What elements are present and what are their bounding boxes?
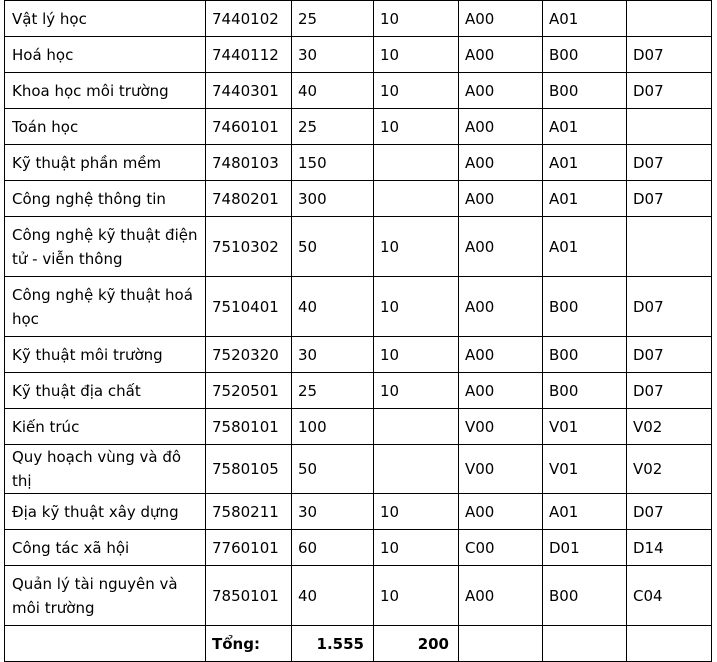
major-code-cell: 7520320: [206, 337, 292, 373]
major-name-cell: Kỹ thuật phần mềm: [5, 145, 206, 181]
major-code-cell: 7440112: [206, 37, 292, 73]
subject-combo-2-cell: B00: [543, 37, 627, 73]
subject-combo-3-cell: D07: [627, 181, 712, 217]
major-code-cell: 7480103: [206, 145, 292, 181]
subject-combo-3-cell: V02: [627, 445, 712, 494]
subject-combo-2-cell: B00: [543, 373, 627, 409]
subject-combo-3-cell: [627, 109, 712, 145]
subject-combo-3-cell: D07: [627, 277, 712, 337]
table-row: [5, 277, 712, 337]
subject-combo-2-cell: B00: [543, 337, 627, 373]
major-code-cell: 7850101: [206, 566, 292, 626]
subject-combo-3-cell: D07: [627, 373, 712, 409]
major-name-cell: Kỹ thuật địa chất: [5, 373, 206, 409]
quota-cell: 60: [292, 530, 374, 566]
subject-combo-1-cell: A00: [459, 373, 543, 409]
major-code-cell: 7580101: [206, 409, 292, 445]
subject-combo-3-cell: [627, 1, 712, 37]
subject-combo-1-cell: A00: [459, 145, 543, 181]
major-name-cell: Vật lý học: [5, 1, 206, 37]
extra-quota-cell: [374, 445, 459, 494]
subject-combo-1-cell: A00: [459, 73, 543, 109]
subject-combo-2-cell: B00: [543, 73, 627, 109]
major-code-cell: 7460101: [206, 109, 292, 145]
extra-quota-cell: 10: [374, 109, 459, 145]
quota-cell: 25: [292, 1, 374, 37]
major-name-cell: Công nghệ thông tin: [5, 181, 206, 217]
table-row: [5, 217, 712, 277]
subject-combo-2-cell: B00: [543, 277, 627, 337]
major-name-cell: Toán học: [5, 109, 206, 145]
total-target2: 200: [374, 626, 459, 662]
subject-combo-2-cell: B00: [543, 566, 627, 626]
table-row: [5, 145, 712, 181]
major-code-cell: 7440301: [206, 73, 292, 109]
total-row: [5, 626, 712, 662]
subject-combo-1-cell: A00: [459, 181, 543, 217]
subject-combo-1-cell: A00: [459, 109, 543, 145]
table-row: [5, 373, 712, 409]
quota-cell: 50: [292, 217, 374, 277]
extra-quota-cell: [374, 145, 459, 181]
subject-combo-1-cell: C00: [459, 530, 543, 566]
table-row: [5, 494, 712, 530]
quota-cell: 30: [292, 494, 374, 530]
table-row: [5, 1, 712, 37]
total-blank-cell: [5, 626, 206, 662]
total-label: Tổng:: [206, 626, 292, 662]
major-code-cell: 7440102: [206, 1, 292, 37]
extra-quota-cell: 10: [374, 373, 459, 409]
major-name-cell: Công tác xã hội: [5, 530, 206, 566]
major-code-cell: 7510401: [206, 277, 292, 337]
table-row: [5, 409, 712, 445]
major-name-cell: Quy hoạch vùng và đô thị: [5, 445, 206, 494]
quota-cell: 30: [292, 37, 374, 73]
major-code-cell: 7760101: [206, 530, 292, 566]
quota-cell: 40: [292, 73, 374, 109]
major-name-cell: Khoa học môi trường: [5, 73, 206, 109]
subject-combo-3-cell: D07: [627, 73, 712, 109]
major-name-cell: Hoá học: [5, 37, 206, 73]
subject-combo-2-cell: A01: [543, 1, 627, 37]
subject-combo-1-cell: A00: [459, 494, 543, 530]
major-name-cell: Địa kỹ thuật xây dựng: [5, 494, 206, 530]
quota-cell: 30: [292, 337, 374, 373]
major-code-cell: 7580105: [206, 445, 292, 494]
subject-combo-1-cell: A00: [459, 277, 543, 337]
quota-cell: 25: [292, 109, 374, 145]
extra-quota-cell: [374, 409, 459, 445]
extra-quota-cell: 10: [374, 1, 459, 37]
extra-quota-cell: 10: [374, 530, 459, 566]
subject-combo-2-cell: A01: [543, 494, 627, 530]
subject-combo-3-cell: V02: [627, 409, 712, 445]
quota-cell: 50: [292, 445, 374, 494]
subject-combo-2-cell: A01: [543, 181, 627, 217]
subject-combo-2-cell: A01: [543, 145, 627, 181]
extra-quota-cell: [374, 181, 459, 217]
subject-combo-1-cell: V00: [459, 409, 543, 445]
major-name-cell: Kiến trúc: [5, 409, 206, 445]
quota-cell: 300: [292, 181, 374, 217]
subject-combo-1-cell: V00: [459, 445, 543, 494]
admissions-table: [4, 0, 712, 662]
subject-combo-3-cell: D07: [627, 37, 712, 73]
table-row: [5, 530, 712, 566]
subject-combo-3-cell: D07: [627, 145, 712, 181]
total-target1: 1.555: [292, 626, 374, 662]
table-row: [5, 181, 712, 217]
major-name-cell: Công nghệ kỹ thuật hoá học: [5, 277, 206, 337]
subject-combo-1-cell: A00: [459, 566, 543, 626]
extra-quota-cell: 10: [374, 494, 459, 530]
major-name-cell: Quản lý tài nguyên và môi trường: [5, 566, 206, 626]
table-row: [5, 566, 712, 626]
table-row: [5, 73, 712, 109]
subject-combo-3-cell: D14: [627, 530, 712, 566]
quota-cell: 25: [292, 373, 374, 409]
total-empty-cell: [459, 626, 543, 662]
subject-combo-3-cell: [627, 217, 712, 277]
quota-cell: 40: [292, 277, 374, 337]
table-row: [5, 109, 712, 145]
total-empty-cell: [543, 626, 627, 662]
major-code-cell: 7480201: [206, 181, 292, 217]
extra-quota-cell: 10: [374, 217, 459, 277]
major-code-cell: 7520501: [206, 373, 292, 409]
subject-combo-1-cell: A00: [459, 1, 543, 37]
total-empty-cell: [627, 626, 712, 662]
admissions-table-container: [4, 0, 711, 662]
extra-quota-cell: 10: [374, 277, 459, 337]
subject-combo-2-cell: V01: [543, 409, 627, 445]
table-row: [5, 337, 712, 373]
subject-combo-2-cell: V01: [543, 445, 627, 494]
extra-quota-cell: 10: [374, 37, 459, 73]
quota-cell: 40: [292, 566, 374, 626]
subject-combo-2-cell: A01: [543, 217, 627, 277]
subject-combo-3-cell: D07: [627, 494, 712, 530]
subject-combo-2-cell: D01: [543, 530, 627, 566]
table-row: [5, 37, 712, 73]
subject-combo-1-cell: A00: [459, 37, 543, 73]
subject-combo-2-cell: A01: [543, 109, 627, 145]
extra-quota-cell: 10: [374, 566, 459, 626]
extra-quota-cell: 10: [374, 73, 459, 109]
extra-quota-cell: 10: [374, 337, 459, 373]
major-name-cell: Công nghệ kỹ thuật điện tử - viễn thông: [5, 217, 206, 277]
subject-combo-1-cell: A00: [459, 217, 543, 277]
quota-cell: 150: [292, 145, 374, 181]
major-code-cell: 7580211: [206, 494, 292, 530]
subject-combo-1-cell: A00: [459, 337, 543, 373]
subject-combo-3-cell: D07: [627, 337, 712, 373]
table-row: [5, 445, 712, 494]
quota-cell: 100: [292, 409, 374, 445]
major-name-cell: Kỹ thuật môi trường: [5, 337, 206, 373]
table-body: [5, 1, 712, 626]
major-code-cell: 7510302: [206, 217, 292, 277]
subject-combo-3-cell: C04: [627, 566, 712, 626]
